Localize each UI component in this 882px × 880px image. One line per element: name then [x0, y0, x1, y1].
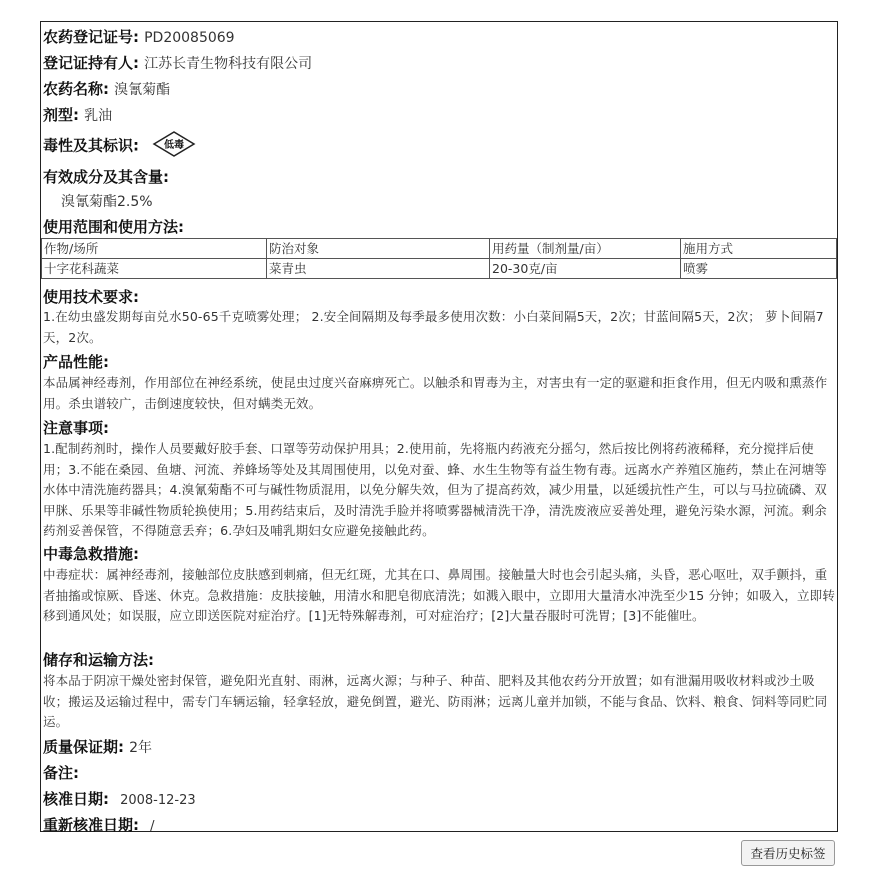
usage-header-cell: 防治对象: [267, 239, 490, 259]
first-aid-text: 中毒症状：属神经毒剂，接触部位皮肤感到刺痛，但无红斑，尤其在口、鼻周围。接触量大时也会引起头痛，头昏，恶心呕吐，双手颤抖，重者抽搐或惊厥、昏迷、休克。急救措施：皮肤接触，用清水和肥皂彻底清洗；如溅入眼中，立即用大量清水冲洗至少15 分钟；如吸入，立即转移到通风处；如误服，应立即送医院对症治疗。[1]无特殊解毒剂，可对症治疗；[2]大量吞服时可洗胃；[3]不能催吐。: [43, 567, 835, 623]
registration-sheet: [40, 21, 838, 832]
usage-cell-dosage: 20-30克/亩: [490, 259, 681, 279]
formulation-label: 剂型:: [43, 106, 79, 124]
approval-date-row: [43, 788, 196, 809]
toxicity-row: [43, 130, 196, 162]
usage-header-cell: 作物/场所: [42, 239, 267, 259]
storage-text: 将本品于阴凉干燥处密封保管，避免阳光直射、雨淋，远离火源；与种子、种苗、肥料及其他农药分开放置；如有泄漏用吸收材料或沙土吸收；搬运及运输过程中，需专门车辆运输，轻拿轻放，避免倒置，避光、防雨淋；远离儿童并加锁，不能与食品、饮料、粮食、饲料等同贮同运。: [43, 673, 828, 729]
name-value: 溴氰菊酯: [114, 82, 171, 98]
approval-date-value: 2008-12-23: [120, 793, 196, 808]
formulation-row: [43, 104, 112, 125]
toxicity-badge-text: 低毒: [164, 140, 185, 151]
formulation-value: 乳油: [84, 108, 113, 124]
reapproval-date-value: /: [150, 819, 155, 834]
usage-cell-target: 菜青虫: [267, 259, 490, 279]
guarantee-row: [43, 736, 152, 757]
reg-no-value: PD20085069: [144, 30, 235, 46]
table-row: [42, 259, 837, 279]
guarantee-label: 质量保证期:: [43, 738, 124, 756]
toxicity-label: 毒性及其标识:: [43, 136, 139, 155]
first-aid-label: 中毒急救措施:: [43, 545, 139, 563]
low-toxicity-icon: [152, 130, 196, 162]
remarks-label: 备注:: [43, 764, 79, 782]
usage-label: 使用范围和使用方法:: [43, 218, 184, 236]
ingredient-row: [43, 166, 169, 187]
guarantee-value: 2年: [129, 740, 153, 756]
usage-header-cell: 施用方式: [681, 239, 837, 259]
approval-date-label: 核准日期:: [43, 790, 109, 808]
ingredient-value: 溴氰菊酯2.5%: [61, 194, 153, 210]
holder-label: 登记证持有人:: [43, 54, 139, 72]
reapproval-date-row: [43, 814, 154, 835]
usage-cell-method: 喷雾: [681, 259, 837, 279]
ingredient-label: 有效成分及其含量:: [43, 168, 169, 186]
view-history-label-button[interactable]: 查看历史标签: [741, 840, 835, 866]
usage-header-row: [42, 239, 837, 259]
remarks-row: [43, 762, 79, 783]
reg-no-label: 农药登记证号:: [43, 28, 139, 46]
reapproval-date-label: 重新核准日期:: [43, 816, 139, 834]
holder-value: 江苏长青生物科技有限公司: [144, 56, 313, 72]
precautions-label: 注意事项:: [43, 419, 109, 437]
name-row: [43, 78, 170, 99]
usage-table: [41, 238, 837, 279]
reg-no-row: [43, 26, 235, 47]
storage-label: 储存和运输方法:: [43, 651, 154, 669]
precautions-text: 1.配制药剂时，操作人员要戴好胶手套、口罩等劳动保护用具；2.使用前，先将瓶内药液充分摇匀，然后按比例将药液稀释，充分搅拌后使用；3.不能在桑园、鱼塘、河流、养蜂场等处及其周围使用，以免对蚕、蜂、水生生物等有益生物有毒。远离水产养殖区施药，禁止在河塘等水体中清洗施药器具；4.溴氰菊酯不可与碱性物质混用，以免分解失效，但为了提高药效，减少用量，以延缓抗性产生，可以与马拉硫磷、双甲脒、乐果等非碱性物质轮换使用；5.用药结束后，及时清洗手脸并将喷雾器械清洗干净，清洗废液应妥善处理，避免污染水源，河流。剩余药剂妥善保管，不得随意丢弃；6.孕妇及哺乳期妇女应避免接触此药。: [43, 441, 827, 538]
performance-text: 本品属神经毒剂，作用部位在神经系统，使昆虫过度兴奋麻痹死亡。以触杀和胃毒为主，对害虫有一定的驱避和拒食作用，但无内吸和熏蒸作用。杀虫谱较广，击倒速度较快，但对螨类无效。: [43, 375, 828, 411]
holder-row: [43, 52, 312, 73]
name-label: 农药名称:: [43, 80, 109, 98]
technique-text: 1.在幼虫盛发期每亩兑水50-65千克喷雾处理； 2.安全间隔期及每季最多使用次数：小白菜间隔5天，2次；甘蓝间隔5天，2次； 萝卜间隔7天，2次。: [43, 309, 824, 345]
usage-header-cell: 用药量（制剂量/亩）: [490, 239, 681, 259]
performance-label: 产品性能:: [43, 353, 109, 371]
technique-label: 使用技术要求:: [43, 288, 139, 306]
usage-cell-crop: 十字花科蔬菜: [42, 259, 267, 279]
